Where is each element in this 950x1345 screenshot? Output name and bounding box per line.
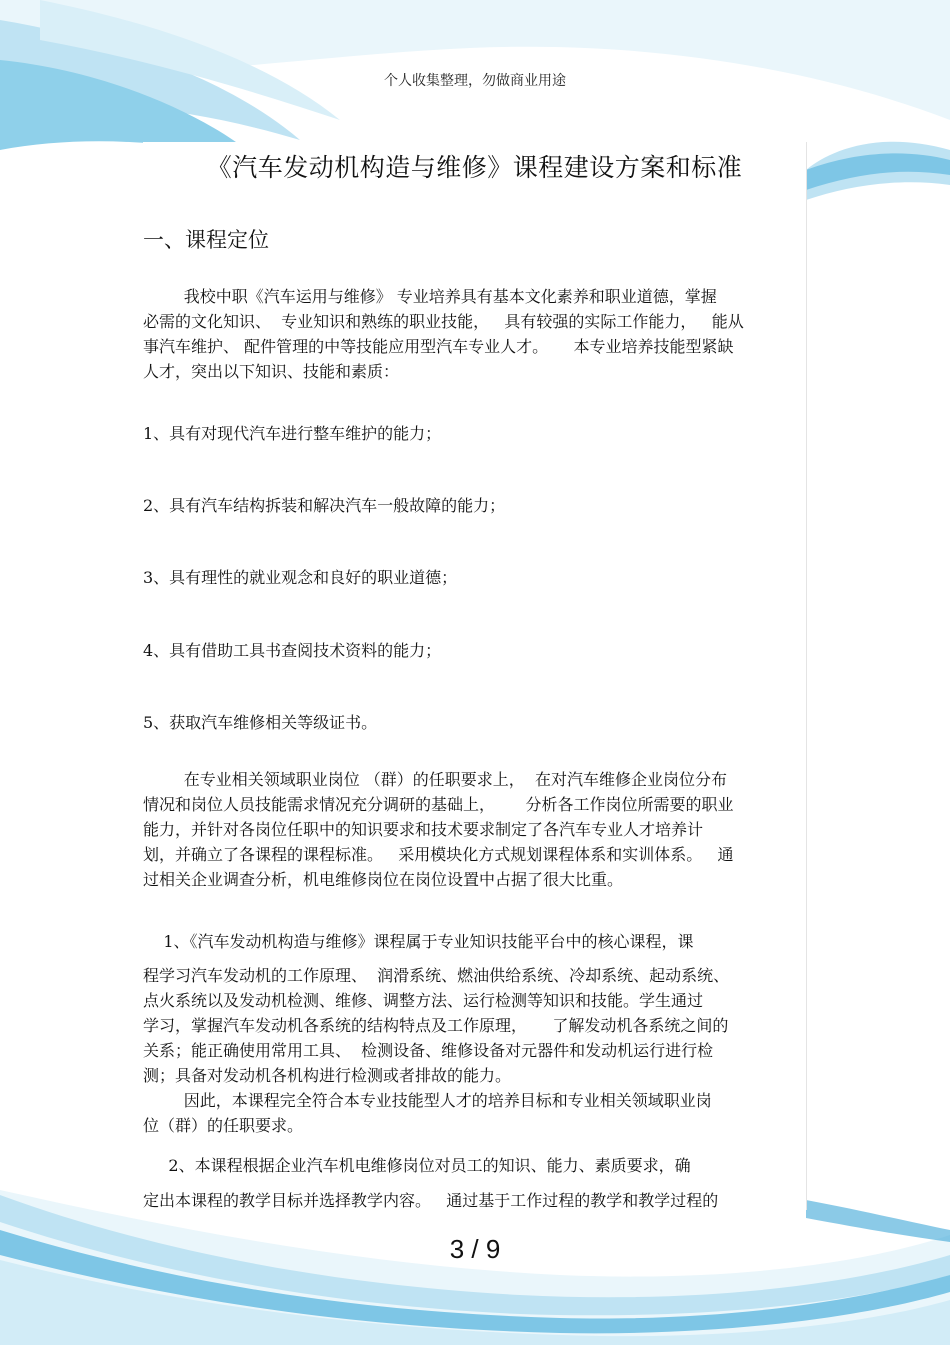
- paragraph-line: 人才，突出以下知识、技能和素质：: [143, 362, 400, 381]
- document-title: 《汽车发动机构造与维修》课程建设方案和标准: [206, 153, 743, 182]
- ability-item: 5、获取汽车维修相关等级证书。: [143, 713, 378, 732]
- document-content: [143, 142, 806, 1210]
- paragraph-line: 能力，并针对各岗位任职中的知识要求和技术要求制定了各汽车专业人才培养计: [143, 820, 704, 839]
- paragraph-line: 过相关企业调查分析，机电维修岗位在岗位设置中占据了很大比重。: [143, 870, 624, 889]
- ability-item: 2、具有汽车结构拆装和解决汽车一般故障的能力；: [143, 496, 506, 515]
- paragraph-line: 情况和岗位人员技能需求情况充分调研的基础上， 分析各工作岗位所需要的职业: [143, 795, 734, 814]
- course-point-1-paragraph: [143, 963, 806, 1138]
- paragraph-line: 我校中职《汽车运用与维修》 专业培养具有基本文化素养和职业道德，掌握: [143, 287, 717, 306]
- paragraph-line: 事汽车维护、 配件管理的中等技能应用型汽车专业人才。 本专业培养技能型紧缺: [143, 337, 734, 356]
- paragraph-line: 学习，掌握汽车发动机各系统的结构特点及工作原理， 了解发动机各系统之间的: [143, 1016, 729, 1035]
- section-heading: 一、课程定位: [143, 228, 269, 252]
- header-note: 个人收集整理，勿做商业用途: [384, 73, 566, 89]
- course-point-1-heading: 1、《汽车发动机构造与维修》课程属于专业知识技能平台中的核心课程，课: [143, 932, 694, 951]
- ability-item: 4、具有借助工具书查阅技术资料的能力；: [143, 641, 442, 660]
- document-page: [143, 142, 807, 1210]
- analysis-paragraph: [143, 767, 806, 892]
- paragraph-line: 测；具备对发动机各机构进行检测或者排故的能力。: [143, 1066, 512, 1085]
- paragraph-line: 划，并确立了各课程的课程标准。 采用模块化方式规划课程体系和实训体系。 通: [143, 845, 734, 864]
- paragraph-line: 程学习汽车发动机的工作原理、 润滑系统、燃油供给系统、冷却系统、起动系统、: [143, 966, 730, 985]
- course-point-2-heading: 2、本课程根据企业汽车机电维修岗位对员工的知识、能力、素质要求，确: [143, 1156, 691, 1175]
- paragraph-line: 关系；能正确使用常用工具、 检测设备、维修设备对元器件和发动机运行进行检: [143, 1041, 714, 1060]
- paragraph-line: 因此，本课程完全符合本专业技能型人才的培养目标和专业相关领域职业岗: [143, 1091, 712, 1110]
- course-point-2-paragraph: [143, 1188, 806, 1210]
- page-number: 3 / 9: [449, 1234, 501, 1264]
- paragraph-line: 必需的文化知识、 专业知识和熟练的职业技能， 具有较强的实际工作能力， 能从: [143, 312, 744, 331]
- ability-item: 1、具有对现代汽车进行整车维护的能力；: [143, 424, 442, 443]
- paragraph-line: 在专业相关领域职业岗位 （群）的任职要求上， 在对汽车维修企业岗位分布: [143, 770, 727, 789]
- paragraph-line: 点火系统以及发动机检测、维修、调整方法、运行检测等知识和技能。学生通过: [143, 991, 704, 1010]
- paragraph-line: 位（群）的任职要求。: [143, 1116, 304, 1135]
- intro-paragraph: [143, 284, 806, 384]
- ability-item: 3、具有理性的就业观念和良好的职业道德；: [143, 568, 458, 587]
- paragraph-line: 定出本课程的教学目标并选择教学内容。 通过基于工作过程的教学和教学过程的: [143, 1191, 719, 1210]
